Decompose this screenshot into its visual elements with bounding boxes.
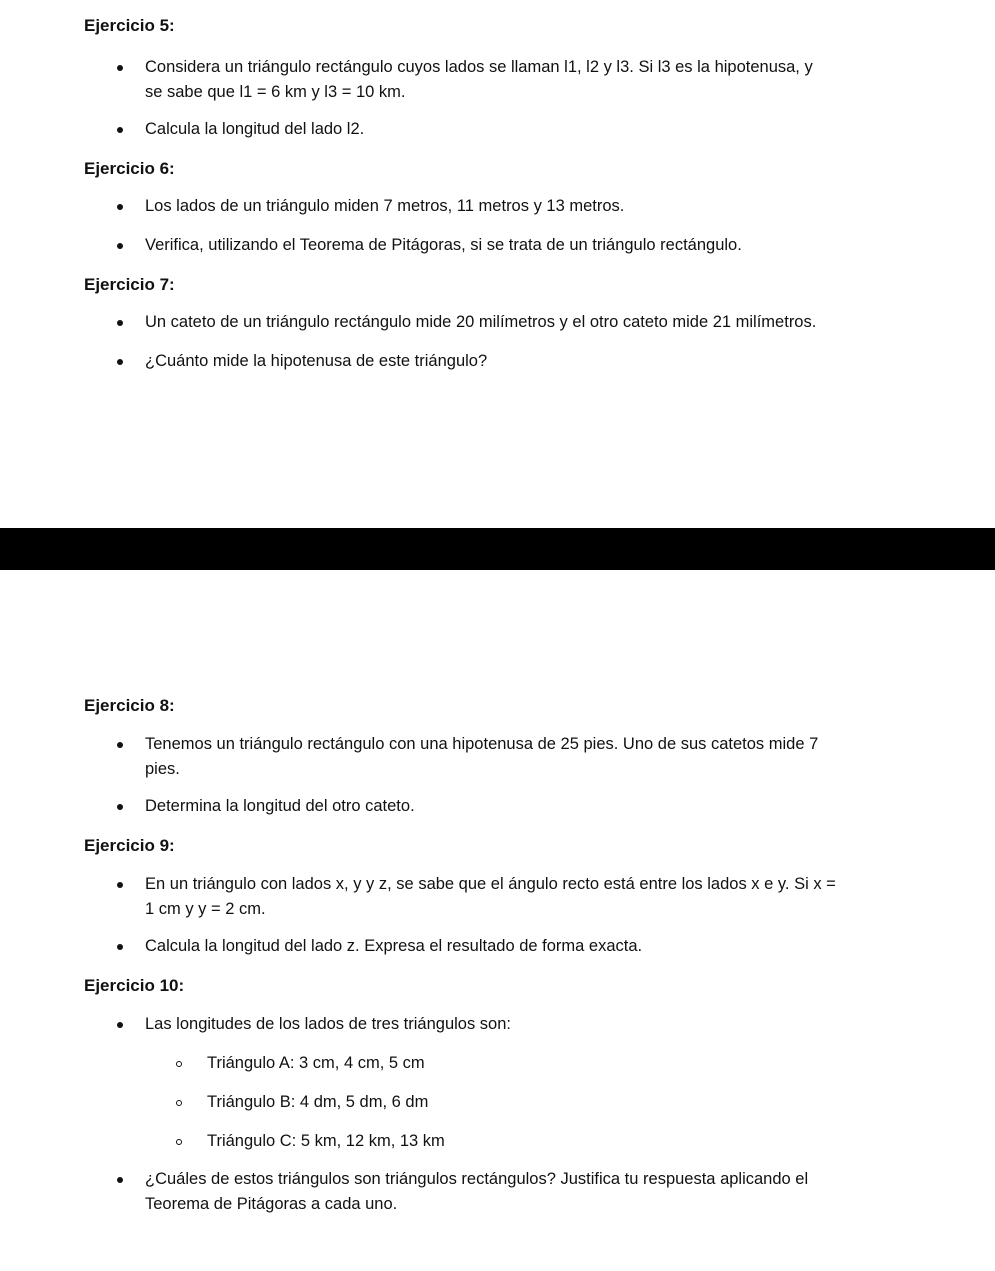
exercise-8-statement-line1: Tenemos un triángulo rectángulo con una hipotenusa de 25 pies. Uno de sus catetos mide 7 [145,735,819,753]
exercise-9-title: Ejercicio 9: [84,836,175,855]
bullet-icon [117,1177,123,1183]
black-separator-band [0,528,995,570]
exercise-9-statement-line1: En un triángulo con lados x, y y z, se sabe que el ángulo recto está entre los lados x e y. Si x = [145,875,836,893]
exercise-5-statement-line1: Considera un triángulo rectángulo cuyos lados se llaman l1, l2 y l3. Si l3 es la hipotenusa, y [145,58,813,76]
bullet-icon [117,1022,123,1028]
exercise-10-task-line2: Teorema de Pitágoras a cada uno. [145,1195,398,1213]
exercise-8-statement-line2: pies. [145,760,180,778]
exercise-9-task: Calcula la longitud del lado z. Expresa el resultado de forma exacta. [145,937,643,955]
exercise-6-task: Verifica, utilizando el Teorema de Pitágoras, si se trata de un triángulo rectángulo. [145,236,742,254]
bullet-icon [117,243,123,249]
exercise-6-title: Ejercicio 6: [84,159,175,178]
triangle-c-sides: Triángulo C: 5 km, 12 km, 13 km [207,1132,445,1150]
exercise-8-title: Ejercicio 8: [84,696,175,715]
hollow-bullet-icon [176,1061,182,1067]
exercise-7-title: Ejercicio 7: [84,275,175,294]
triangle-b-sides: Triángulo B: 4 dm, 5 dm, 6 dm [207,1093,429,1111]
hollow-bullet-icon [176,1139,182,1145]
bullet-icon [117,882,123,888]
exercise-7-statement: Un cateto de un triángulo rectángulo mide 20 milímetros y el otro cateto mide 21 milímetros. [145,313,817,331]
bullet-icon [117,204,123,210]
exercise-7-task: ¿Cuánto mide la hipotenusa de este triángulo? [145,352,488,370]
exercise-5-task: Calcula la longitud del lado l2. [145,120,365,138]
exercise-6-statement: Los lados de un triángulo miden 7 metros, 11 metros y 13 metros. [145,197,625,215]
exercise-10-task-line1: ¿Cuáles de estos triángulos son triángulos rectángulos? Justifica tu respuesta aplicando el [145,1170,809,1188]
bullet-icon [117,944,123,950]
hollow-bullet-icon [176,1100,182,1106]
bullet-icon [117,359,123,365]
exercise-9-statement-line2: 1 cm y y = 2 cm. [145,900,266,918]
exercise-5-statement-line2: se sabe que l1 = 6 km y l3 = 10 km. [145,83,406,101]
exercise-10-title: Ejercicio 10: [84,976,185,995]
bullet-icon [117,804,123,810]
exercise-5-title: Ejercicio 5: [84,16,175,35]
bullet-icon [117,127,123,133]
triangle-a-sides: Triángulo A: 3 cm, 4 cm, 5 cm [207,1054,425,1072]
exercise-10-statement: Las longitudes de los lados de tres triángulos son: [145,1015,511,1033]
bullet-icon [117,742,123,748]
bullet-icon [117,320,123,326]
exercise-8-task: Determina la longitud del otro cateto. [145,797,415,815]
bullet-icon [117,65,123,71]
